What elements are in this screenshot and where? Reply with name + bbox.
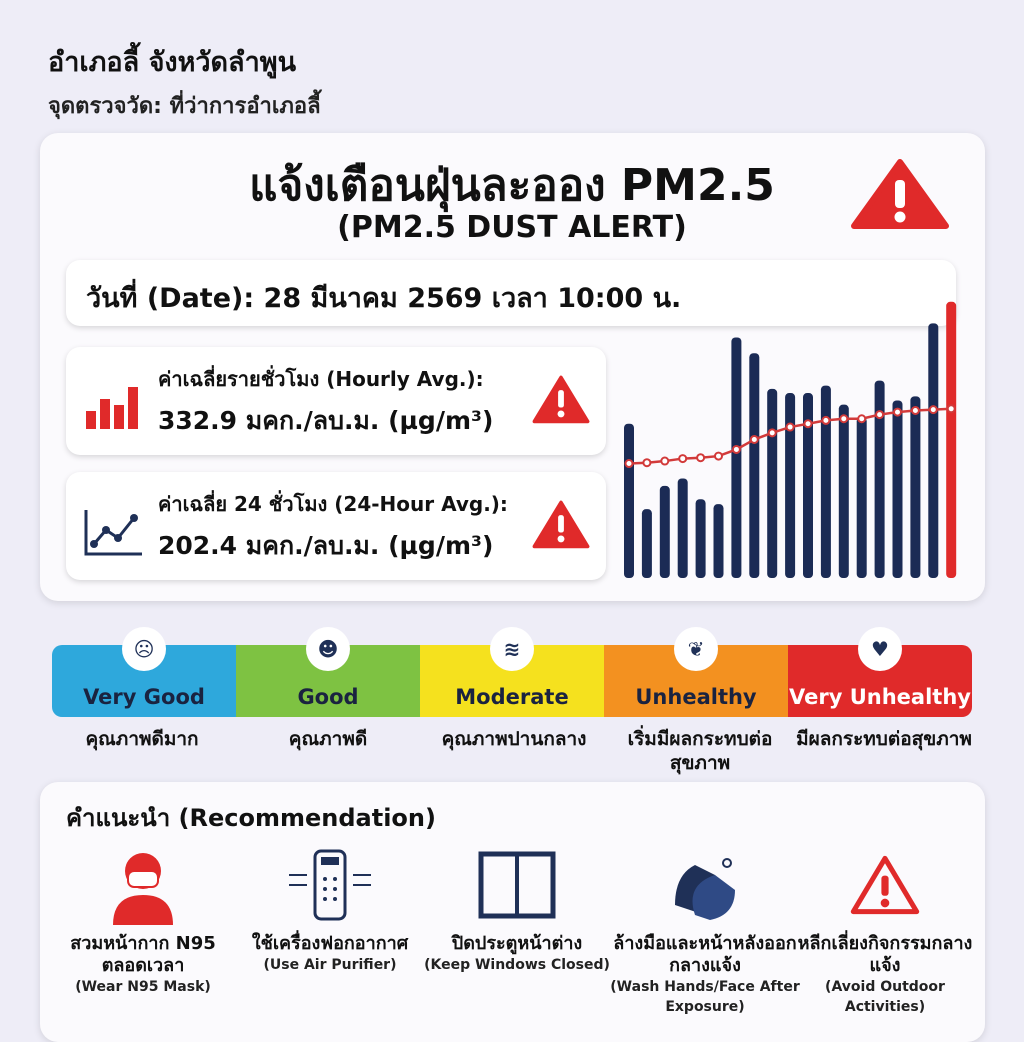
aqi-level-unhealthy	[604, 637, 788, 717]
hourly-avg-value: 332.9 มคก./ลบ.ม. (µg/m³)	[158, 406, 494, 435]
aqi-level-very-good	[52, 637, 236, 717]
recommendation-th: หลีกเลี่ยงกิจกรรมกลางแจ้ง	[797, 933, 973, 976]
avg-point	[769, 429, 776, 436]
chart-bar	[678, 478, 688, 578]
window-icon	[422, 842, 612, 927]
daily-avg-value: 202.4 มคก./ลบ.ม. (µg/m³)	[158, 531, 494, 560]
pm25-chart	[618, 292, 958, 582]
warning-icon	[532, 375, 590, 425]
alert-subtitle: (PM2.5 DUST ALERT)	[337, 210, 687, 245]
aqi-level-very-unhealthy	[788, 637, 972, 717]
avg-point	[626, 460, 633, 467]
chart-bar	[749, 353, 759, 578]
avg-point	[894, 409, 901, 416]
aqi-level-moderate	[420, 637, 604, 717]
avg-point	[948, 405, 955, 412]
aqi-level-description: คุณภาพดี	[288, 728, 368, 750]
recommendation-title: คำแนะนำ (Recommendation)	[66, 804, 436, 832]
avg-point	[805, 420, 812, 427]
chart-bar	[696, 499, 706, 578]
aqi-level-description: คุณภาพดีมาก	[85, 728, 199, 750]
aqi-level-good	[236, 637, 420, 717]
warning-icon	[790, 842, 980, 927]
warning-icon	[850, 158, 950, 230]
chart-bar	[660, 486, 670, 578]
avg-point	[643, 459, 650, 466]
aqi-level-label: Moderate	[455, 685, 569, 709]
avg-point	[787, 424, 794, 431]
avg-point	[733, 446, 740, 453]
daily-avg-label: ค่าเฉลี่ย 24 ชั่วโมง (24-Hour Avg.):	[158, 492, 508, 516]
chart-bar	[714, 504, 724, 578]
bar-chart-icon	[84, 383, 142, 431]
avg-point	[912, 407, 919, 414]
chart-bar	[642, 509, 652, 578]
avg-point	[876, 411, 883, 418]
recommendation-th: สวมหน้ากาก N95 ตลอดเวลา	[70, 933, 216, 976]
recommendation-th: ปิดประตูหน้าต่าง	[451, 933, 583, 954]
avg-point	[858, 415, 865, 422]
daily-avg-card	[66, 472, 606, 580]
aqi-level-label: Good	[297, 685, 359, 709]
chart-bar	[857, 417, 867, 578]
avg-point	[822, 417, 829, 424]
location-title: อำเภอลี้ จังหวัดลำพูน	[48, 47, 297, 78]
smile-face-icon: ☻	[306, 627, 350, 671]
mask-icon	[48, 842, 238, 927]
recommendation-en: (Wash Hands/Face After Exposure)	[610, 979, 800, 1015]
chart-bar	[731, 337, 741, 578]
chart-bar	[839, 405, 849, 578]
avg-point	[930, 406, 937, 413]
chart-bar	[624, 424, 634, 578]
heart-pulse-icon: ♥	[858, 627, 902, 671]
avg-point	[751, 436, 758, 443]
recommendation-item	[610, 842, 800, 1017]
recommendation-th: ล้างมือและหน้าหลังออกกลางแจ้ง	[613, 933, 797, 976]
hourly-avg-card	[66, 347, 606, 455]
chart-bar	[821, 386, 831, 578]
recommendation-en: (Keep Windows Closed)	[424, 957, 610, 973]
avg-point	[679, 455, 686, 462]
chart-bar	[946, 302, 956, 578]
aqi-scale	[52, 637, 972, 717]
aqi-level-description: มีผลกระทบต่อสุขภาพ	[796, 728, 972, 750]
wind-icon: ≋	[490, 627, 534, 671]
air-purifier-icon	[235, 842, 425, 927]
avg-point	[715, 453, 722, 460]
recommendation-item	[48, 842, 238, 997]
recommendation-en: (Wear N95 Mask)	[75, 979, 211, 995]
aqi-level-description: เริ่มมีผลกระทบต่อสุขภาพ	[627, 728, 773, 774]
recommendation-en: (Avoid Outdoor Activities)	[825, 979, 945, 1015]
chart-bar	[928, 323, 938, 578]
lungs-icon: ❦	[674, 627, 718, 671]
aqi-level-label: Very Unhealthy	[789, 685, 971, 709]
line-chart-icon	[84, 508, 144, 558]
chart-bar	[767, 389, 777, 578]
aqi-level-label: Very Good	[83, 685, 205, 709]
avg-point	[840, 415, 847, 422]
recommendation-en: (Use Air Purifier)	[263, 957, 397, 973]
chart-bar	[910, 396, 920, 578]
avg-point	[697, 454, 704, 461]
aqi-level-label: Unhealthy	[635, 685, 757, 709]
recommendation-item	[235, 842, 425, 975]
chart-bar	[893, 401, 903, 578]
hourly-avg-label: ค่าเฉลี่ยรายชั่วโมง (Hourly Avg.):	[158, 367, 484, 391]
recommendation-item	[422, 842, 612, 975]
recommendation-item	[790, 842, 980, 1017]
hand-wash-icon	[610, 842, 800, 927]
warning-icon	[532, 500, 590, 550]
sad-face-icon: ☹	[122, 627, 166, 671]
recommendation-th: ใช้เครื่องฟอกอากาศ	[251, 933, 409, 954]
chart-bar	[785, 393, 795, 578]
aqi-level-description: คุณภาพปานกลาง	[441, 728, 587, 750]
date-time: วันที่ (Date): 28 มีนาคม 2569 เวลา 10:00 น.	[66, 260, 956, 326]
avg-point	[661, 458, 668, 465]
station-label: จุดตรวจวัด: ที่ว่าการอำเภอลี้	[48, 94, 321, 119]
alert-title: แจ้งเตือนฝุ่นละออง PM2.5	[249, 160, 775, 211]
